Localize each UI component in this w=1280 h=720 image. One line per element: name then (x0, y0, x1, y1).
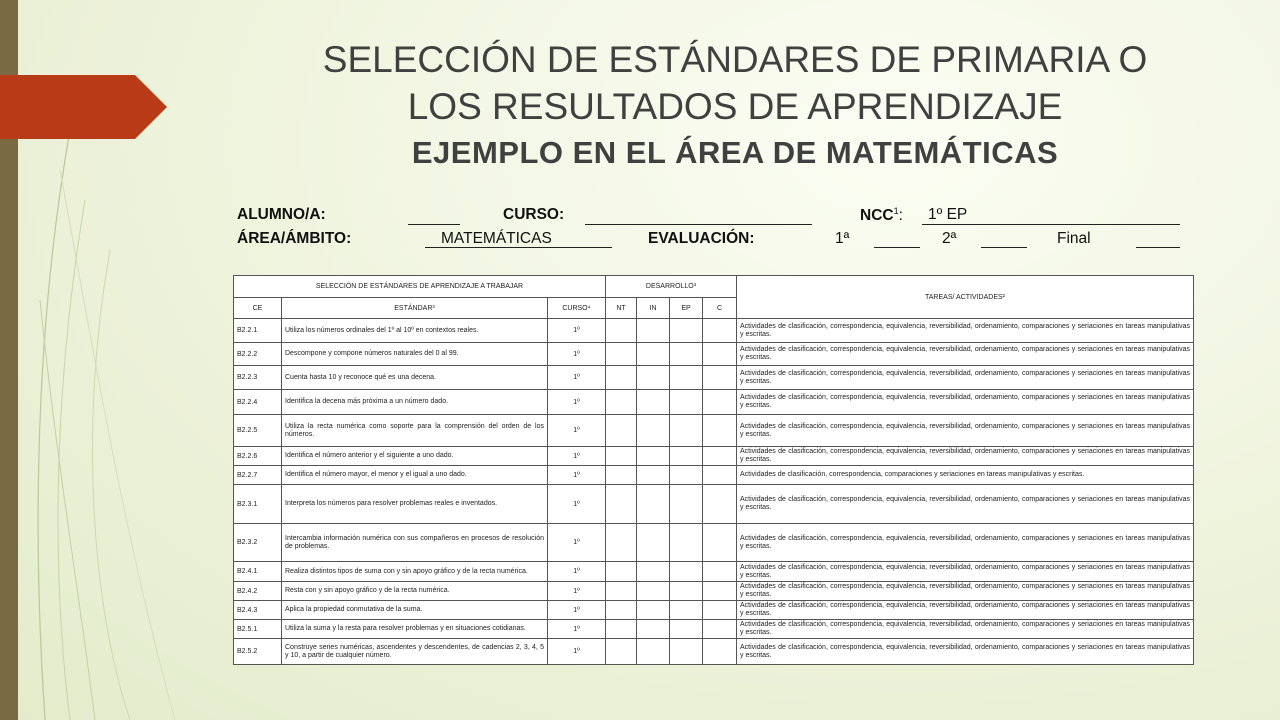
cell-estandar: Realiza distintos tipos de suma con y sin apoyo gráfico y de la recta numérica. (282, 562, 548, 582)
cell-c[interactable] (703, 466, 737, 485)
cell-ce: B2.5.2 (234, 639, 282, 665)
cell-curso: 1º (548, 415, 606, 447)
table-row (234, 562, 1194, 582)
cell-c[interactable] (703, 319, 737, 343)
table-row (234, 639, 1194, 665)
eval-2-field-line[interactable] (981, 247, 1027, 248)
cell-nt[interactable] (606, 319, 637, 343)
table-row (234, 447, 1194, 466)
curso-label: CURSO: (503, 206, 565, 223)
alumno-field-line[interactable] (408, 224, 460, 225)
cell-c[interactable] (703, 390, 737, 415)
cell-ce: B2.2.7 (234, 466, 282, 485)
cell-ep[interactable] (670, 319, 703, 343)
eval-final-field-line[interactable] (1136, 247, 1180, 248)
cell-tareas: Actividades de clasificación, correspondencia, equivalencia, reversibilidad, ordenamiento, comparaciones y seriaciones en tareas manipulativas y escritas. (737, 485, 1194, 524)
cell-estandar: Cuenta hasta 10 y reconoce qué es una decena. (282, 366, 548, 390)
cell-ep[interactable] (670, 485, 703, 524)
cell-curso: 1º (548, 582, 606, 601)
cell-ce: B2.4.3 (234, 601, 282, 620)
cell-curso: 1º (548, 524, 606, 562)
cell-ce: B2.4.2 (234, 582, 282, 601)
cell-tareas: Actividades de clasificación, correspondencia, equivalencia, reversibilidad, ordenamiento, comparaciones y seriaciones en tareas manipulativas y escritas. (737, 390, 1194, 415)
cell-tareas: Actividades de clasificación, correspondencia, equivalencia, reversibilidad, ordenamiento, comparaciones y seriaciones en tareas manipulativas y escritas. (737, 620, 1194, 639)
cell-in[interactable] (637, 447, 670, 466)
cell-estandar: Resta con y sin apoyo gráfico y de la recta numérica. (282, 582, 548, 601)
eval-2-label: 2ª (942, 230, 957, 247)
cell-in[interactable] (637, 620, 670, 639)
cell-in[interactable] (637, 390, 670, 415)
cell-curso: 1º (548, 485, 606, 524)
cell-ep[interactable] (670, 366, 703, 390)
cell-nt[interactable] (606, 466, 637, 485)
cell-curso: 1º (548, 366, 606, 390)
cell-in[interactable] (637, 485, 670, 524)
table-row (234, 485, 1194, 524)
cell-tareas: Actividades de clasificación, correspondencia, equivalencia, reversibilidad, ordenamiento, comparaciones y seriaciones en tareas manipulativas y escritas. (737, 415, 1194, 447)
cell-estandar: Intercambia información numérica con sus compañeros en procesos de resolución de problemas. (282, 524, 548, 562)
cell-ce: B2.2.2 (234, 343, 282, 366)
cell-tareas: Actividades de clasificación, correspondencia, equivalencia, reversibilidad, ordenamiento, comparaciones y seriaciones en tareas manipulativas y escritas. (737, 366, 1194, 390)
col-ep: EP (670, 298, 703, 319)
alumno-label: ALUMNO/A: (237, 206, 326, 223)
ncc-field-line (922, 224, 1180, 225)
cell-nt[interactable] (606, 524, 637, 562)
cell-c[interactable] (703, 415, 737, 447)
cell-nt[interactable] (606, 582, 637, 601)
cell-nt[interactable] (606, 343, 637, 366)
cell-estandar: Identifica el número mayor, el menor y el igual a uno dado. (282, 466, 548, 485)
cell-nt[interactable] (606, 562, 637, 582)
eval-1-label: 1ª (835, 230, 850, 247)
cell-estandar: Descompone y compone números naturales del 0 al 99. (282, 343, 548, 366)
curso-field-line[interactable] (585, 224, 812, 225)
col-c: C (703, 298, 737, 319)
table-row (234, 524, 1194, 562)
evaluacion-label: EVALUACIÓN: (648, 230, 755, 247)
cell-ep[interactable] (670, 466, 703, 485)
cell-nt[interactable] (606, 415, 637, 447)
cell-ep[interactable] (670, 390, 703, 415)
cell-estandar: Construye series numéricas, ascendentes y descendentes, de cadencias 2, 3, 4, 5 y 10, a partir de cualquier número. (282, 639, 548, 665)
cell-in[interactable] (637, 319, 670, 343)
cell-ce: B2.2.1 (234, 319, 282, 343)
col-curso: CURSO⁴ (548, 298, 606, 319)
title-line-1: SELECCIÓN DE ESTÁNDARES DE PRIMARIA O (322, 39, 1148, 80)
cell-tareas: Actividades de clasificación, correspondencia, comparaciones y seriaciones en tareas manipulativas y escritas. (737, 466, 1194, 485)
cell-ep[interactable] (670, 582, 703, 601)
cell-ep[interactable] (670, 343, 703, 366)
col-estandar: ESTÁNDAR³ (282, 298, 548, 319)
cell-curso: 1º (548, 562, 606, 582)
cell-ce: B2.5.1 (234, 620, 282, 639)
cell-ep[interactable] (670, 447, 703, 466)
cell-curso: 1º (548, 639, 606, 665)
cell-ep[interactable] (670, 524, 703, 562)
cell-estandar: Aplica la propiedad conmutativa de la suma. (282, 601, 548, 620)
header-desarrollo: DESARROLLO³ (606, 276, 737, 298)
cell-nt[interactable] (606, 390, 637, 415)
area-label: ÁREA/ÁMBITO: (237, 230, 352, 247)
col-nt: NT (606, 298, 637, 319)
header-tareas: TAREAS/ ACTIVIDADES² (737, 276, 1194, 319)
standards-table-body (234, 319, 1194, 665)
cell-c[interactable] (703, 639, 737, 665)
area-field-line (425, 247, 612, 248)
cell-c[interactable] (703, 485, 737, 524)
table-row (234, 466, 1194, 485)
cell-in[interactable] (637, 639, 670, 665)
cell-tareas: Actividades de clasificación, correspondencia, equivalencia, reversibilidad, ordenamiento, comparaciones y seriaciones en tareas manipulativas y escritas. (737, 562, 1194, 582)
cell-ce: B2.2.6 (234, 447, 282, 466)
cell-ce: B2.2.3 (234, 366, 282, 390)
title-line-2: LOS RESULTADOS DE APRENDIZAJE (407, 86, 1063, 127)
cell-curso: 1º (548, 466, 606, 485)
standards-table (233, 275, 1194, 665)
cell-in[interactable] (637, 366, 670, 390)
table-row (234, 620, 1194, 639)
cell-ep[interactable] (670, 562, 703, 582)
cell-in[interactable] (637, 601, 670, 620)
cell-c[interactable] (703, 366, 737, 390)
cell-c[interactable] (703, 582, 737, 601)
cell-curso: 1º (548, 390, 606, 415)
cell-ce: B2.3.2 (234, 524, 282, 562)
col-in: IN (637, 298, 670, 319)
cell-in[interactable] (637, 524, 670, 562)
ncc-value[interactable]: 1º EP (928, 206, 968, 223)
cell-c[interactable] (703, 447, 737, 466)
cell-estandar: Utiliza la suma y la resta para resolver problemas y en situaciones cotidianas. (282, 620, 548, 639)
cell-ep[interactable] (670, 620, 703, 639)
table-row (234, 601, 1194, 620)
cell-curso: 1º (548, 620, 606, 639)
cell-c[interactable] (703, 620, 737, 639)
cell-ce: B2.3.1 (234, 485, 282, 524)
cell-ce: B2.2.4 (234, 390, 282, 415)
cell-tareas: Actividades de clasificación, correspondencia, equivalencia, reversibilidad, ordenamiento, comparaciones y seriaciones en tareas manipulativas y escritas. (737, 447, 1194, 466)
table-row (234, 582, 1194, 601)
cell-ep[interactable] (670, 415, 703, 447)
cell-curso: 1º (548, 447, 606, 466)
cell-nt[interactable] (606, 639, 637, 665)
cell-estandar: Utiliza los números ordinales del 1º al 10º en contextos reales. (282, 319, 548, 343)
orange-arrow-shape (0, 75, 167, 139)
cell-nt[interactable] (606, 485, 637, 524)
cell-in[interactable] (637, 582, 670, 601)
cell-tareas: Actividades de clasificación, correspondencia, equivalencia, reversibilidad, ordenamiento, comparaciones y seriaciones en tareas manipulativas y escritas. (737, 601, 1194, 620)
area-value[interactable]: MATEMÁTICAS (441, 230, 552, 247)
cell-nt[interactable] (606, 620, 637, 639)
cell-ce: B2.4.1 (234, 562, 282, 582)
cell-curso: 1º (548, 601, 606, 620)
cell-estandar: Identifica el número anterior y el siguiente a uno dado. (282, 447, 548, 466)
cell-nt[interactable] (606, 447, 637, 466)
cell-nt[interactable] (606, 601, 637, 620)
cell-c[interactable] (703, 601, 737, 620)
cell-ep[interactable] (670, 639, 703, 665)
col-ce: CE (234, 298, 282, 319)
page-title (240, 36, 1230, 130)
cell-in[interactable] (637, 343, 670, 366)
cell-c[interactable] (703, 343, 737, 366)
table-row (234, 366, 1194, 390)
cell-c[interactable] (703, 524, 737, 562)
page-subtitle: EJEMPLO EN EL ÁREA DE MATEMÁTICAS (411, 135, 1059, 170)
table-row (234, 390, 1194, 415)
cell-in[interactable] (637, 562, 670, 582)
cell-tareas: Actividades de clasificación, correspondencia, equivalencia, reversibilidad, ordenamiento, comparaciones y seriaciones en tareas manipulativas y escritas. (737, 343, 1194, 366)
cell-nt[interactable] (606, 366, 637, 390)
cell-in[interactable] (637, 466, 670, 485)
cell-curso: 1º (548, 319, 606, 343)
cell-in[interactable] (637, 415, 670, 447)
cell-ep[interactable] (670, 601, 703, 620)
table-row (234, 415, 1194, 447)
cell-c[interactable] (703, 562, 737, 582)
ncc-label: NCC$^1$: (860, 206, 903, 225)
cell-curso: 1º (548, 343, 606, 366)
cell-estandar: Utiliza la recta numérica como soporte para la comprensión del orden de los números. (282, 415, 548, 447)
table-row (234, 319, 1194, 343)
cell-estandar: Identifica la decena más próxima a un número dado. (282, 390, 548, 415)
cell-tareas: Actividades de clasificación, correspondencia, equivalencia, reversibilidad, ordenamiento, comparaciones y seriaciones en tareas manipulativas y escritas. (737, 524, 1194, 562)
cell-tareas: Actividades de clasificación, correspondencia, equivalencia, reversibilidad, ordenamiento, comparaciones y seriaciones en tareas manipulativas y escritas. (737, 319, 1194, 343)
eval-1-field-line[interactable] (874, 247, 920, 248)
cell-tareas: Actividades de clasificación, correspondencia, equivalencia, reversibilidad, ordenamiento, comparaciones y seriaciones en tareas manipulativas y escritas. (737, 639, 1194, 665)
header-seleccion: SELECCIÓN DE ESTÁNDARES DE APRENDIZAJE A TRABAJAR (234, 276, 606, 298)
eval-final-label: Final (1057, 230, 1091, 247)
cell-estandar: Interpreta los números para resolver problemas reales e inventados. (282, 485, 548, 524)
table-row (234, 343, 1194, 366)
cell-tareas: Actividades de clasificación, correspondencia, equivalencia, reversibilidad, ordenamiento, comparaciones y seriaciones en tareas manipulativas y escritas. (737, 582, 1194, 601)
cell-ce: B2.2.5 (234, 415, 282, 447)
